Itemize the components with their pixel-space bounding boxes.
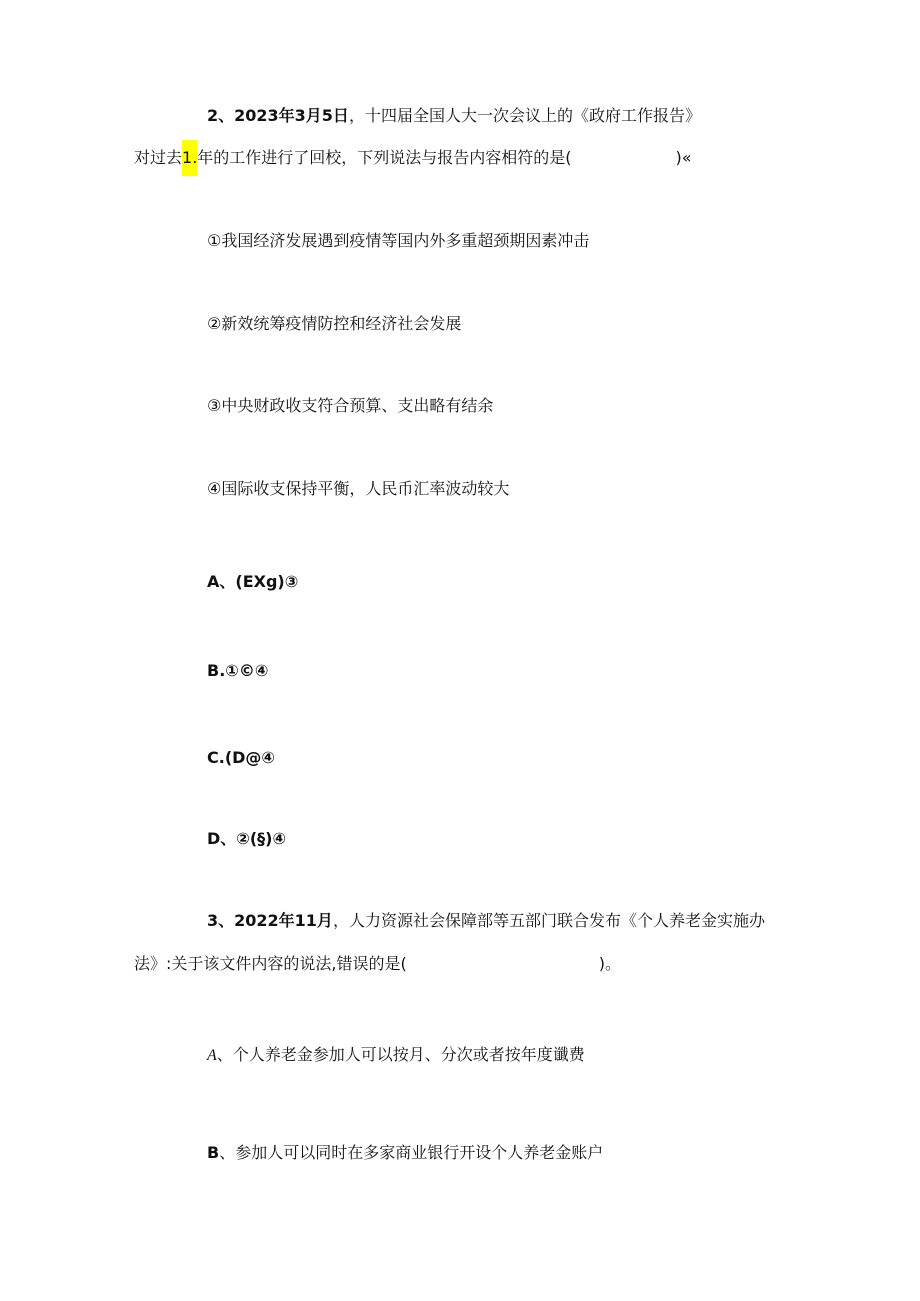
q3-stem-part-1: ，人力资源社会保障部等五部门联合发布《个人养老金实施办 bbox=[332, 911, 765, 930]
q2-option-d: D、②(§)④ bbox=[207, 829, 287, 848]
q2-line-2 bbox=[134, 148, 692, 168]
q3-option-b bbox=[207, 1143, 603, 1163]
q3-line-2 bbox=[134, 954, 621, 974]
statement-3: ③中央财政收支符合预算、支出略有结余 bbox=[207, 396, 494, 415]
q2-stem-part-1: ，十四届全国人大一次会议上的《政府工作报告》 bbox=[348, 106, 701, 125]
q3-option-a bbox=[207, 1045, 585, 1066]
statement-2: ②新效统筹疫情防控和经济社会发展 bbox=[207, 314, 462, 333]
q3-line-1 bbox=[207, 911, 765, 931]
q2-option-a: A、(EXg)③ bbox=[207, 572, 299, 591]
q3-option-b-letter: B bbox=[207, 1143, 220, 1162]
statement-4: ④国际收支保持平衡，人民币汇率波动较大 bbox=[207, 479, 510, 498]
statement-1: ①我国经济发展遇到疫情等国内外多重超颈期因素冲击 bbox=[207, 231, 590, 250]
q3-option-a-text: 、个人养老金参加人可以按月、分次或者按年度谶费 bbox=[216, 1045, 585, 1064]
q3-stem-close: )。 bbox=[598, 954, 621, 973]
q2-stem-part-2b: 年的工作进行了回校，下列说法与报告内容相符的是( bbox=[197, 148, 572, 167]
q2-option-c: C.(D@④ bbox=[207, 748, 275, 767]
q2-option-b: B.①©④ bbox=[207, 661, 269, 680]
q3-number: 3、2022年11月 bbox=[207, 911, 333, 930]
q3-stem-part-2: 法》:关于该文件内容的说法,错误的是( bbox=[134, 954, 407, 973]
q2-number: 2、2023年3月5日 bbox=[207, 106, 349, 125]
q3-option-b-text: 、参加人可以同时在多家商业银行开设个人养老金账户 bbox=[219, 1143, 604, 1162]
q2-stem-part-2a: 对过去 bbox=[134, 148, 183, 167]
q3-option-a-letter: A bbox=[207, 1047, 217, 1064]
q2-line-1 bbox=[207, 106, 701, 126]
q2-stem-close: )« bbox=[675, 148, 692, 167]
highlighted-text: 1. bbox=[182, 140, 197, 176]
